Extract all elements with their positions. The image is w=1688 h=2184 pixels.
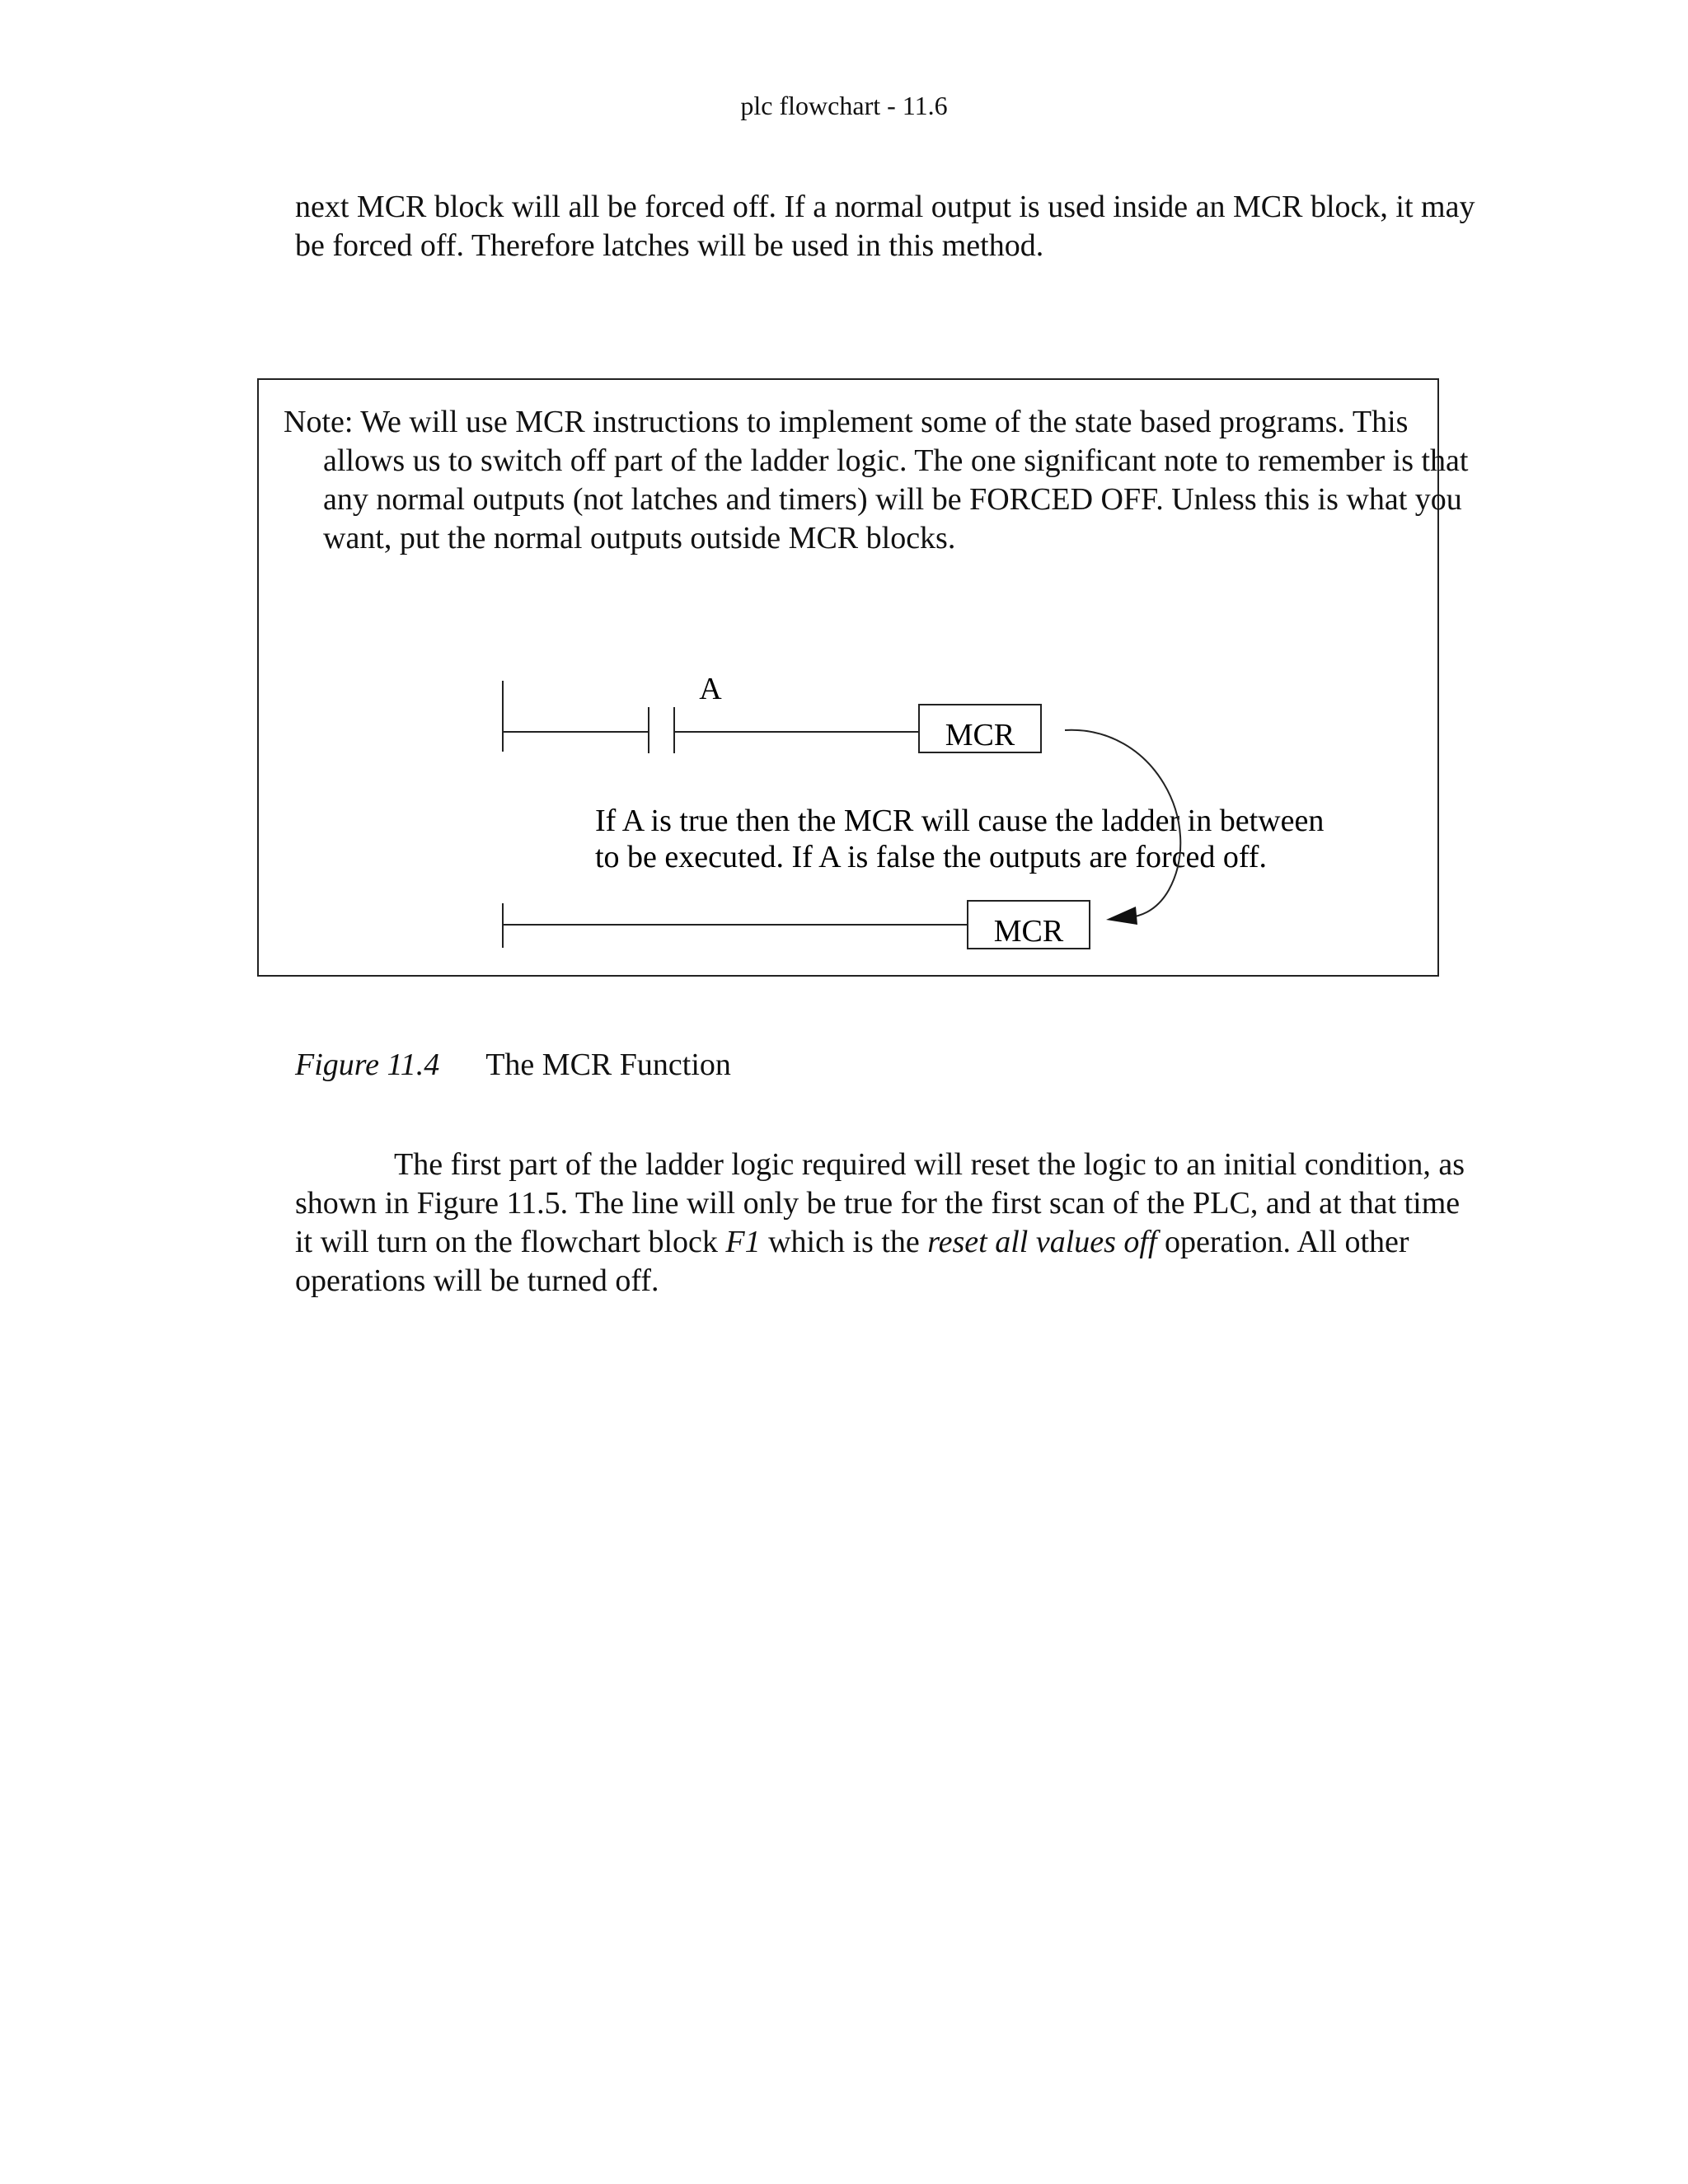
figure-caption xyxy=(295,1047,731,1083)
paragraph-reset-part1: The first part of the ladder logic required will reset the logic to an initial condition, as shown in Figure 11.5. The line will only be true for the first scan of the PLC, and at that time it will turn on the flowchart block xyxy=(295,1147,1465,1259)
mcr-top-label: MCR xyxy=(945,718,1015,752)
arrow-head-icon xyxy=(1106,907,1137,925)
page-header: plc flowchart - 11.6 xyxy=(740,91,948,120)
paragraph-intro: next MCR block will all be forced off. If a normal output is used inside an MCR block, it may be forced off. Therefore latches will be used in this method. xyxy=(295,190,1475,263)
explanation-line-2: to be executed. If A is false the outputs are forced off. xyxy=(595,840,1267,874)
note-text: Note: We will use MCR instructions to implement some of the state based programs. This allows us to switch off part of the ladder logic. The one significant note to remember is that any normal outputs (not latches and timers) will be FORCED OFF. Unless this is what you want, put the normal outputs outside MCR blocks. xyxy=(284,405,1469,555)
paragraph-reset-part2: which is the xyxy=(760,1225,928,1259)
paragraph-reset-italic-f1: F1 xyxy=(725,1225,761,1259)
contact-label: A xyxy=(699,672,722,706)
paragraph-reset-italic-op: reset all values off xyxy=(927,1225,1157,1259)
mcr-bottom-label: MCR xyxy=(993,914,1064,949)
figure-number: Figure 11.4 xyxy=(295,1047,440,1082)
paragraph-reset-part3: operation. All other operations will be turned off. xyxy=(295,1225,1409,1298)
paragraph-reset xyxy=(295,1146,1482,1301)
figure-title: The MCR Function xyxy=(485,1047,731,1082)
explanation-line-1: If A is true then the MCR will cause the ladder in between xyxy=(595,804,1325,838)
